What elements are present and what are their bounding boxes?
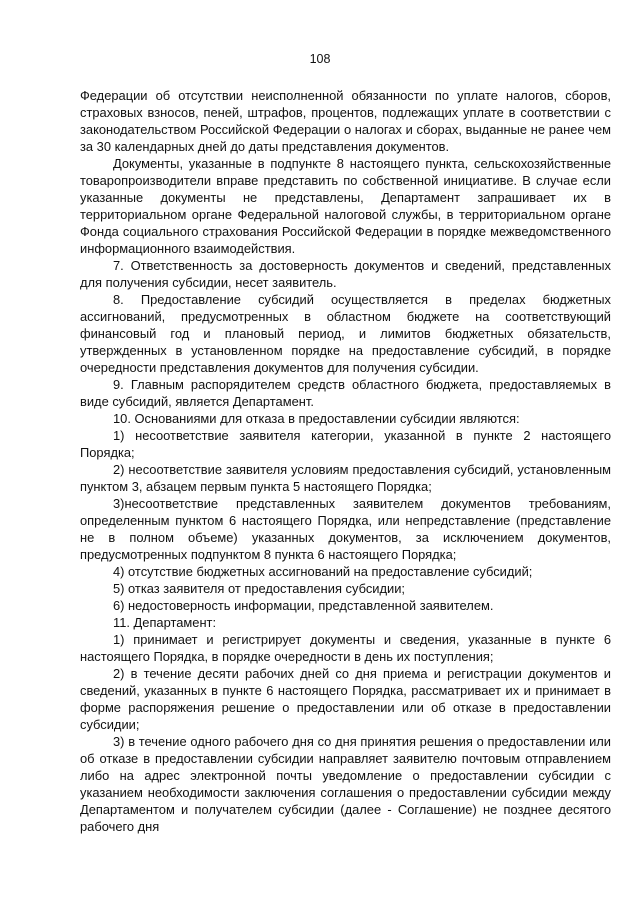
paragraph: Документы, указанные в подпункте 8 настоящего пункта, сельскохозяйственные товаропроизводители вправе представить по собственной инициативе. В случае если указанные документы не представлены, Департамент запрашивает их в территориальном органе Федеральной налоговой службы, в территориальном органе Фонда социального страхования Российской Федерации в порядке межведомственного информационного взаимодействия.: [80, 156, 611, 256]
paragraph: 6) недостоверность информации, представленной заявителем.: [113, 598, 494, 613]
paragraph: 8. Предоставление субсидий осуществляется в пределах бюджетных ассигнований, предусмотренных в областном бюджете на соответствующий финансовый год и плановый период, и лимитов бюджетных обязательств, утвержденных в установленном порядке на предоставление субсидий, в порядке очередности представления документов для получения субсидии.: [80, 292, 611, 375]
paragraph: 2) несоответствие заявителя условиям предоставления субсидий, установленным пунктом 3, абзацем первым пункта 5 настоящего Порядка;: [80, 462, 611, 494]
paragraph: 9. Главным распорядителем средств областного бюджета, предоставляемых в виде субсидий, является Департамент.: [80, 377, 611, 409]
paragraph: 1) несоответствие заявителя категории, указанной в пункте 2 настоящего Порядка;: [80, 428, 611, 460]
paragraph: 2) в течение десяти рабочих дней со дня приема и регистрации документов и сведений, указанных в пункте 6 настоящего Порядка, рассматривает их и принимает в форме распоряжения решение о предоставлении или об отказе в предоставлении субсидии;: [80, 666, 611, 732]
paragraph: 7. Ответственность за достоверность документов и сведений, представленных для получения субсидии, несет заявитель.: [80, 258, 611, 290]
paragraph: Федерации об отсутствии неисполненной обязанности по уплате налогов, сборов, страховых взносов, пеней, штрафов, процентов, подлежащих уплате в соответствии с законодательством Российской Федерации о налогах и сборах, выданные не ранее чем за 30 календарных дней до даты представления документов.: [80, 88, 611, 154]
paragraph: 3)несоответствие представленных заявителем документов требованиям, определенным пунктом 6 настоящего Порядка, или непредставление (представление не в полном объеме) указанных документов, за исключением документов, предусмотренных подпунктом 8 пункта 6 настоящего Порядка;: [80, 496, 611, 562]
paragraph: 3) в течение одного рабочего дня со дня принятия решения о предоставлении или об отказе в предоставлении субсидии направляет заявителю почтовым отправлением либо на адрес электронной почты уведомление о предоставлении субсидии с указанием необходимости заключения соглашения о предоставлении субсидии между Департаментом и получателем субсидии (далее - Соглашение) не позднее десятого рабочего дня: [80, 734, 611, 834]
paragraph: 5) отказ заявителя от предоставления субсидии;: [113, 581, 405, 596]
document-body: [80, 87, 611, 835]
paragraph: 4) отсутствие бюджетных ассигнований на предоставление субсидий;: [113, 564, 533, 579]
paragraph: 1) принимает и регистрирует документы и сведения, указанные в пункте 6 настоящего Порядка, в порядке очередности в день их поступления;: [80, 632, 611, 664]
page-number: 108: [309, 52, 331, 66]
paragraph: 10. Основаниями для отказа в предоставлении субсидии являются:: [113, 411, 520, 426]
paragraph: 11. Департамент:: [113, 615, 217, 630]
